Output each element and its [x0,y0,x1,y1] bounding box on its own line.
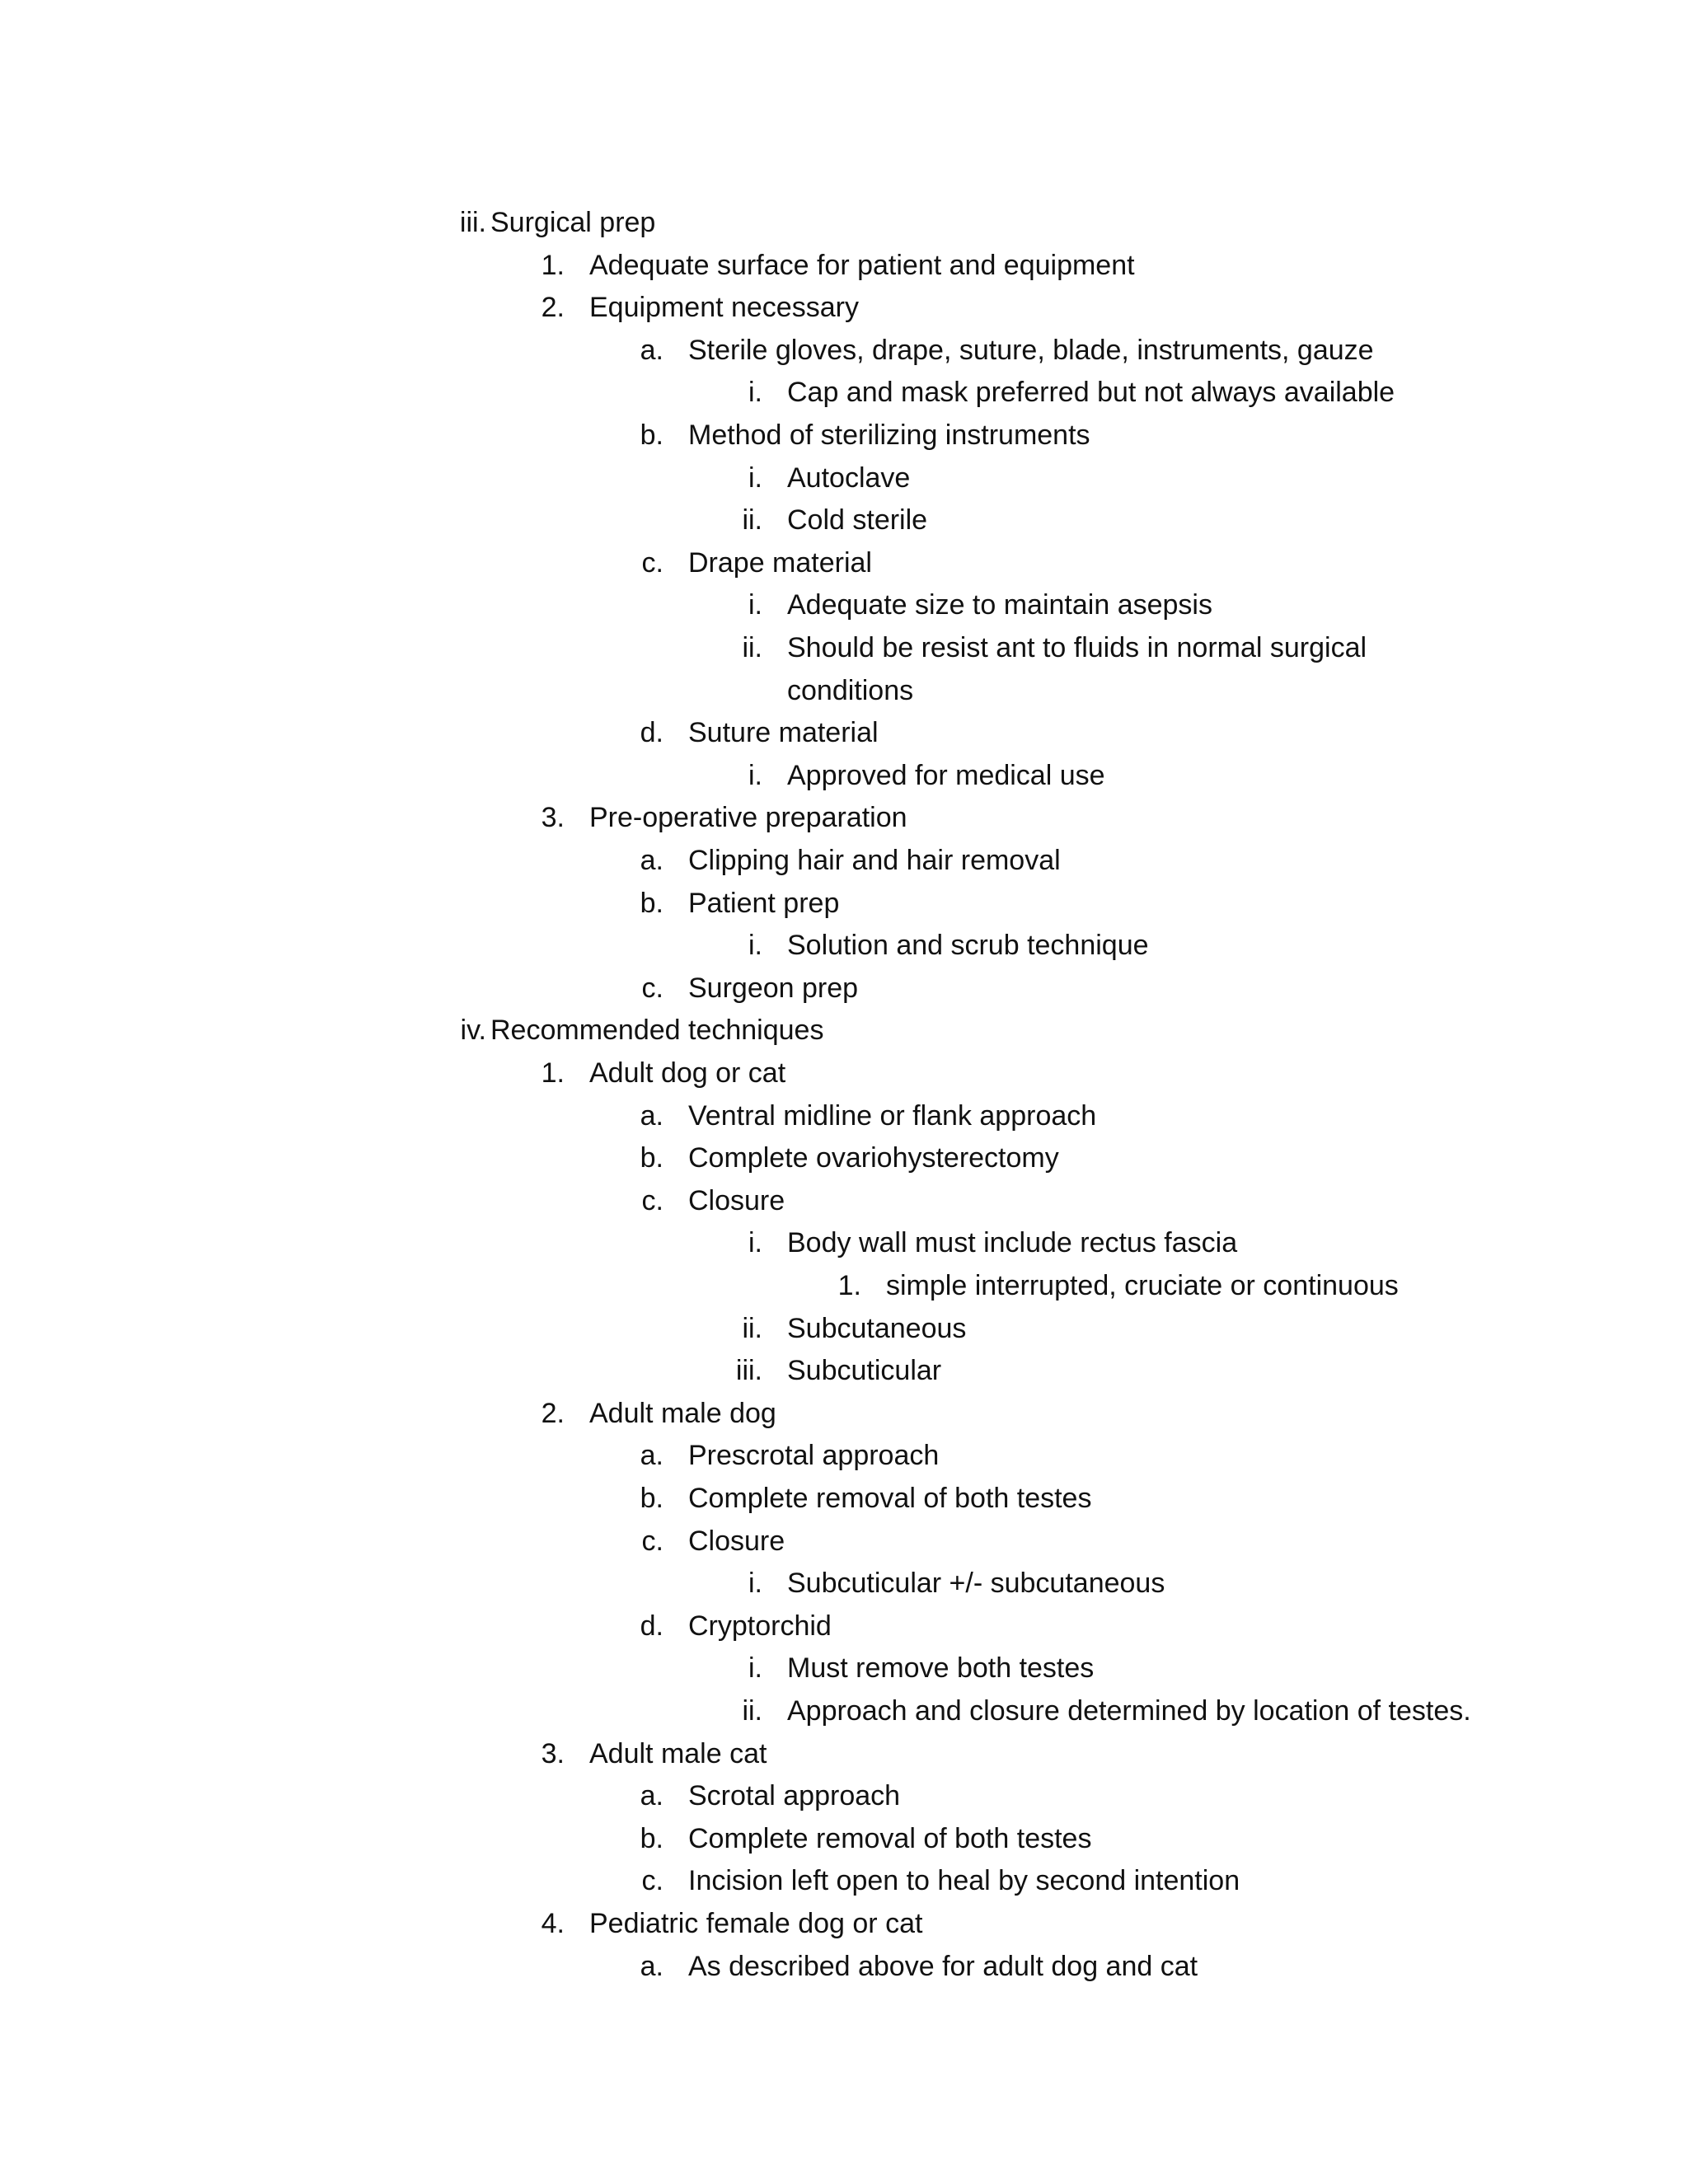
outline-item-marker: c. [641,972,663,1004]
outline-item-text: Patient prep [688,887,840,919]
outline-item-marker: a. [640,1950,663,1982]
outline-item-marker: 3. [541,1737,565,1769]
outline-item-marker: d. [640,717,663,749]
outline-item-text: Adequate surface for patient and equipment [589,249,1135,281]
outline-item-level-3 [0,1946,1688,1988]
outline-item-level-4 [0,372,1688,414]
outline-item-level-3 [0,1818,1688,1860]
outline-item-text: Closure [688,1525,785,1557]
outline-item-marker: i. [748,589,762,621]
outline-item-level-3 [0,542,1688,584]
outline-item-level-3 [0,1180,1688,1222]
outline-item-level-3 [0,968,1688,1010]
outline-item-text: Adult dog or cat [589,1057,786,1089]
outline-item-level-3 [0,1137,1688,1179]
outline-item-marker: iii. [459,207,486,238]
outline-item-text: Incision left open to heal by second intention [688,1865,1240,1897]
outline-item-text: Solution and scrub technique [787,930,1149,962]
outline-item-marker: ii. [742,1695,762,1727]
outline-item-text: Recommended techniques [490,1015,824,1047]
outline-item-text: Adult male cat [589,1737,767,1769]
outline-item-text: Cold sterile [787,504,928,537]
outline-item-marker: a. [640,1099,663,1132]
outline-item-level-3 [0,415,1688,457]
outline-item-text: Complete removal of both testes [688,1822,1092,1854]
outline-item-level-3 [0,1860,1688,1902]
outline-item-level-2 [0,1903,1688,1945]
outline-item-text: Pre-operative preparation [589,802,907,834]
outline-item-level-2 [0,287,1688,329]
outline-item-marker: 1. [541,1057,565,1089]
outline-item-marker: 1. [837,1270,861,1301]
outline-item-marker: 4. [541,1908,565,1939]
outline-item-marker: b. [640,887,663,919]
outline-item-text: Closure [688,1184,785,1216]
outline-item-text: Method of sterilizing instruments [688,419,1090,451]
outline-item-marker: a. [640,334,663,366]
outline-item-marker: b. [640,1483,663,1514]
outline-item-text: Surgeon prep [688,972,859,1004]
outline-item-marker: ii. [742,632,762,663]
outline-item-text: Cryptorchid [688,1610,832,1642]
outline-item-marker: a. [640,1780,663,1812]
outline-item-text: Ventral midline or flank approach [688,1099,1097,1132]
outline-item-marker: 3. [541,802,565,834]
outline-item-level-3 [0,883,1688,925]
outline-item-text: conditions [787,674,914,706]
outline-item-text: Complete removal of both testes [688,1483,1092,1514]
outline-item-level-2 [0,245,1688,287]
outline-item-level-4 [0,457,1688,499]
outline-item-marker: c. [641,1525,663,1557]
outline-item-text: Scrotal approach [688,1780,901,1812]
outline-item-text: Suture material [688,717,879,749]
outline-item-marker: i. [748,930,762,962]
outline-item-marker: i. [748,1652,762,1685]
outline-item-level-2 [0,1393,1688,1435]
outline-item-text: Subcuticular +/- subcutaneous [787,1568,1165,1600]
outline-item-level-4 [0,1647,1688,1690]
outline-item-marker: 2. [541,1397,565,1429]
outline-item-text: Subcutaneous [787,1312,967,1344]
outline-item-text: Autoclave [787,462,911,494]
outline-item-level-4 [0,755,1688,797]
outline-item-level-3 [0,330,1688,372]
outline-item-level-4 [0,627,1688,669]
outline-item-level-4 [0,925,1688,967]
outline-item-level-2 [0,1733,1688,1775]
outline-item-level-3 [0,1521,1688,1563]
outline-item-marker: b. [640,419,663,451]
outline-item-marker: iv. [460,1015,486,1047]
outline-item-level-1 [0,202,1688,244]
outline-item-level-3 [0,1435,1688,1477]
outline-item-marker: i. [748,759,762,791]
outline-item-marker: c. [641,1184,663,1216]
outline-item-level-4 [0,584,1688,626]
outline-item-marker: 2. [541,292,565,324]
outline-item-text: As described above for adult dog and cat [688,1950,1198,1982]
outline-item-marker: a. [640,1440,663,1472]
outline-item-text: Equipment necessary [589,292,859,324]
outline-item-marker: a. [640,845,663,876]
outline-item-marker: 1. [541,249,565,281]
outline-item-level-4 [0,1690,1688,1732]
outline-item-level-4 [0,670,1688,712]
outline-item-marker: b. [640,1822,663,1854]
outline-item-marker: b. [640,1142,663,1174]
outline-item-text: Cap and mask preferred but not always available [787,377,1395,409]
outline-item-level-3 [0,1605,1688,1647]
outline-item-level-5 [0,1265,1688,1307]
outline-item-level-4 [0,499,1688,541]
outline-item-level-3 [0,1478,1688,1520]
outline-item-text: Prescrotal approach [688,1440,940,1472]
outline-item-text: Approach and closure determined by location of testes. [787,1695,1471,1727]
outline-item-text: Body wall must include rectus fascia [787,1227,1238,1259]
outline-item-level-4 [0,1308,1688,1350]
outline-item-marker: c. [641,1865,663,1897]
outline-item-text: Pediatric female dog or cat [589,1908,923,1939]
outline-item-marker: i. [748,462,762,494]
outline-item-text: Complete ovariohysterectomy [688,1142,1059,1174]
outline-item-text: Surgical prep [490,207,656,238]
outline-item-marker: ii. [742,504,762,537]
outline-item-level-2 [0,797,1688,839]
outline-item-text: Approved for medical use [787,759,1105,791]
outline-item-marker: c. [641,546,663,579]
outline-item-level-3 [0,712,1688,754]
outline-item-text: Should be resist ant to fluids in normal surgical [787,632,1367,663]
outline-item-text: simple interrupted, cruciate or continuous [886,1270,1399,1301]
outline-item-text: Must remove both testes [787,1652,1095,1685]
outline-item-marker: i. [748,1227,762,1259]
outline-item-marker: iii. [735,1355,762,1387]
outline-item-marker: i. [748,1568,762,1600]
outline-item-text: Adequate size to maintain asepsis [787,589,1212,621]
outline-item-level-4 [0,1563,1688,1605]
outline-item-level-4 [0,1350,1688,1392]
outline-item-text: Subcuticular [787,1355,942,1387]
outline-item-text: Sterile gloves, drape, suture, blade, instruments, gauze [688,334,1374,366]
outline-item-marker: ii. [742,1312,762,1344]
outline-item-level-4 [0,1222,1688,1264]
outline-item-level-3 [0,840,1688,882]
outline-item-text: Clipping hair and hair removal [688,845,1061,876]
outline-item-level-3 [0,1095,1688,1137]
outline-item-level-1 [0,1010,1688,1052]
outline-item-level-2 [0,1052,1688,1094]
outline-item-marker: i. [748,377,762,409]
outline-item-text: Drape material [688,546,872,579]
outline-item-marker: d. [640,1610,663,1642]
outline-item-text: Adult male dog [589,1397,776,1429]
outline-item-level-3 [0,1775,1688,1817]
